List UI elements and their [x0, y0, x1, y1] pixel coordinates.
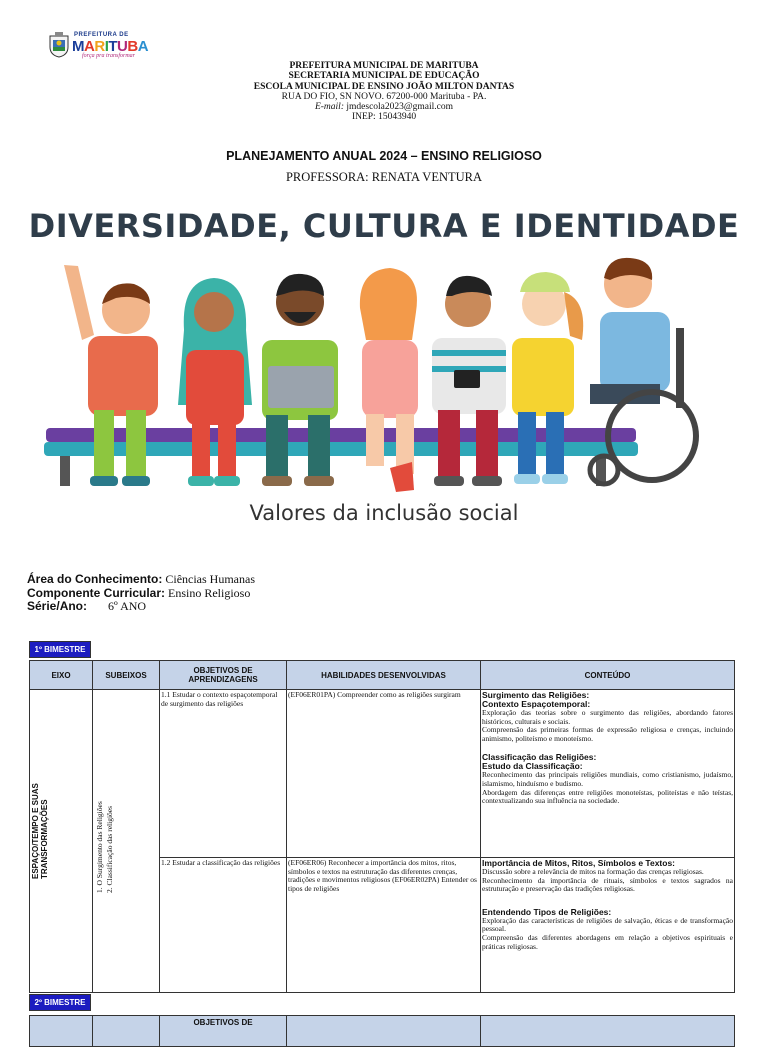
header-inep: INEP: 15043940: [351, 112, 417, 123]
col-habilidades-2: [287, 1016, 481, 1047]
col-subeixos-2: [93, 1016, 160, 1047]
coat-of-arms-icon: [48, 32, 70, 58]
meta-area-label: Área do Conhecimento:: [27, 572, 163, 586]
conteudo-3-p1: Discussão sobre a relevância de mitos na formação das crenças religiosas.: [482, 867, 704, 877]
banner-title: DIVERSIDADE, CULTURA E IDENTIDADE: [28, 207, 740, 245]
meta-area: [27, 573, 255, 587]
conteudo-1-p2: Compreensão das primeiras formas de expressão religiosa e crenças, incluindo animismo, politeísmo e monoteísmo.: [482, 725, 733, 743]
logo-letter: T: [108, 38, 118, 55]
table-header-row: [30, 1016, 735, 1047]
objetivo-1-cell: 1.1 Estudar o contexto espaçotemporal de surgimento das religiões: [160, 690, 287, 858]
logo-letter: B: [127, 38, 138, 55]
meta-serie-label: Série/Ano:: [27, 599, 88, 613]
col-eixo-2: [30, 1016, 93, 1047]
col-conteudo-2: [481, 1016, 735, 1047]
school-header: [0, 61, 768, 123]
col-objetivos: OBJETIVOS DE APRENDIZAGENS: [160, 661, 287, 690]
conteudo-4-title: Entendendo Tipos de Religiões:: [482, 906, 612, 917]
conteudo-4-p1: Exploração das características de religiões de salvação, éticas e de transformação pessoal.: [482, 915, 733, 934]
meta-area-value: Ciências Humanas: [165, 572, 256, 586]
conteudo-1-cell: [481, 690, 735, 858]
diversity-banner-illustration: [16, 200, 708, 532]
course-meta: [27, 573, 255, 614]
logo-letter: M: [72, 38, 84, 55]
logo-letter: A: [84, 38, 95, 55]
objetivo-2-cell: 1.2 Estudar a classificação das religiões: [160, 858, 287, 993]
conteudo-2-cell: [481, 858, 735, 993]
conteudo-1-subtitle: Contexto Espaçotemporal:: [482, 699, 591, 709]
meta-component-value: Ensino Religioso: [168, 585, 251, 600]
meta-serie-value: 6º ANO: [108, 599, 147, 613]
conteudo-2-p1: Reconhecimento das principais religiões mundiais, como cristianismo, judaísmo, islamismo, hinduísmo e budismo.: [482, 770, 733, 788]
col-subeixos: SUBEIXOS: [93, 661, 160, 690]
email-value: jmdescola2023@gmail.com: [346, 102, 454, 113]
header-line-1: PREFEITURA MUNICIPAL DE MARITUBA: [289, 61, 479, 71]
eixo-cell: [30, 690, 93, 993]
conteudo-2-title: Classificação das Religiões:: [482, 752, 597, 763]
logo-letter: A: [137, 38, 149, 55]
col-conteudo: CONTEÚDO: [481, 661, 735, 690]
eixo-text: ESPAÇO/TEMPO E SUAS TRANSFORMAÇÕES: [31, 783, 49, 879]
logo-top-text: PREFEITURA DE: [74, 32, 129, 38]
teacher-name: PROFESSORA: RENATA VENTURA: [285, 170, 483, 184]
meta-component-label: Componente Curricular:: [27, 585, 166, 600]
person-4-illustration: [360, 268, 418, 492]
planning-table-bimestre-2: [29, 1015, 735, 1047]
col-habilidades: HABILIDADES DESENVOLVIDAS: [287, 661, 481, 690]
logo-letter: I: [104, 38, 109, 55]
logo-letter: R: [94, 38, 105, 55]
prefeitura-logo: [48, 32, 158, 62]
conteudo-2-p2: Abordagem das diferenças entre religiões monoteístas, politeístas e não teístas, contextualizando sua influência na sociedade.: [482, 787, 733, 806]
email-label: E-mail:: [314, 102, 344, 113]
habilidade-1-cell: (EF06ER01PA) Compreender como as religiões surgiram: [287, 690, 481, 858]
subeixo-cell: [93, 690, 160, 993]
logo-letter: U: [117, 38, 128, 55]
bimestre-1-tag: 1º BIMESTRE: [29, 641, 91, 658]
logo-tagline: força pra transformar: [82, 53, 136, 59]
meta-serie: [27, 600, 255, 614]
conteudo-1-title: Surgimento das Religiões:: [482, 690, 590, 700]
habilidade-2-cell: (EF06ER06) Reconhecer a importância dos mitos, ritos, símbolos e textos na estruturação das diferentes crenças, tradições e movimentos religiosos (EF06ER02PA) Entender os tipos de religiões: [287, 858, 481, 993]
conteudo-3-title: Importância de Mitos, Ritos, Símbolos e Textos:: [482, 858, 676, 869]
subeixo-1-text: 1. O Surgimento das Religiões: [95, 801, 104, 893]
document-title: PLANEJAMENTO ANUAL 2024 – ENSINO RELIGIOSO: [226, 149, 542, 163]
table-header-row: [30, 661, 735, 690]
conteudo-4-p2: Compreensão das diferentes abordagens em relação a objetivos espirituais e práticas religiosas.: [482, 933, 733, 951]
header-address: RUA DO FIO, SN NOVO. 67200-000 Marituba - PA.: [281, 91, 487, 102]
col-eixo: EIXO: [30, 661, 93, 690]
planning-table-bimestre-1: [29, 660, 735, 993]
subeixo-2-text: 2. Classificação das religiões: [105, 805, 114, 893]
table-row: [30, 690, 735, 858]
header-line-2: SECRETARIA MUNICIPAL DE EDUCAÇÃO: [288, 71, 480, 82]
bimestre-2-tag: 2º BIMESTRE: [29, 994, 91, 1011]
conteudo-1-p1: Exploração das teorias sobre o surgimento das religiões, abordando fatores históricos, culturais e sociais.: [482, 708, 733, 726]
meta-component: [27, 587, 255, 601]
banner-subtitle: Valores da inclusão social: [249, 501, 519, 525]
header-line-3: ESCOLA MUNICIPAL DE ENSINO JOÃO MILTON DANTAS: [253, 81, 515, 92]
col-objetivos-2: OBJETIVOS DE: [160, 1016, 287, 1047]
conteudo-2-subtitle: Estudo da Classificação:: [482, 761, 583, 772]
header-email-line: [0, 102, 768, 112]
conteudo-3-p2: Reconhecimento da importância de rituais, símbolos e textos sagrados na estruturação e preservação das tradições religiosas.: [482, 875, 733, 894]
